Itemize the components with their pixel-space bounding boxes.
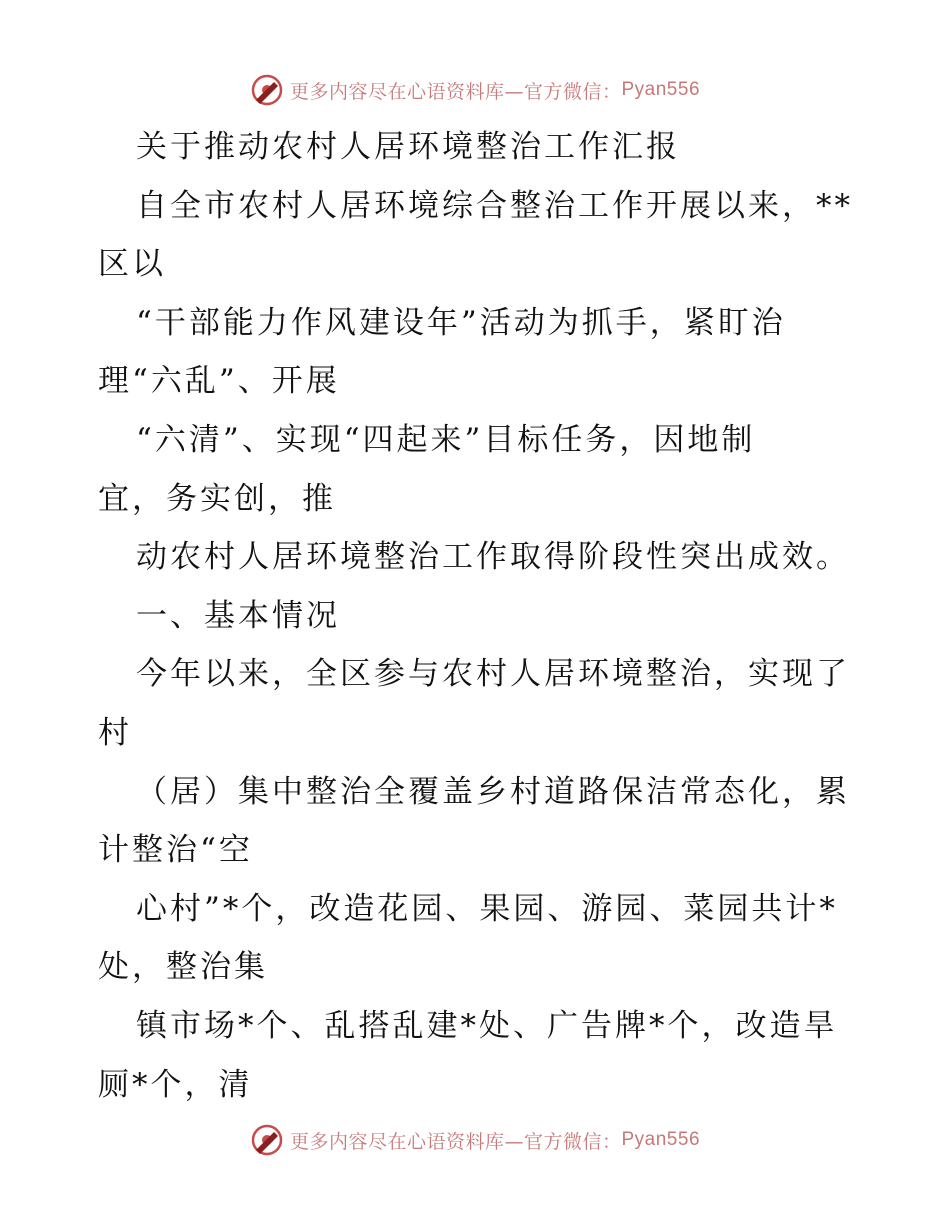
text-line: 处，整治集 — [98, 949, 268, 986]
text-line: 村 — [98, 714, 132, 751]
text-line: 理“六乱”、开展 — [98, 363, 340, 400]
pen-logo-icon — [250, 73, 284, 107]
text-line: （居）集中整治全覆盖乡村道路保洁常态化，累 — [136, 773, 850, 810]
text-line: 镇市场*个、乱搭乱建*处、广告牌*个，改造旱 — [136, 1007, 838, 1044]
text-line: “干部能力作风建设年”活动为抓手，紧盯治 — [136, 304, 786, 341]
watermark-text: 更多内容尽在心语资料库—官方微信： — [289, 1130, 622, 1153]
text-line: 自全市农村人居环境综合整治工作开展以来，** — [136, 187, 853, 224]
text-line: 今年以来，全区参与农村人居环境整治，实现了 — [136, 656, 850, 693]
text-line: 一、基本情况 — [136, 597, 340, 634]
document-body — [98, 118, 858, 1114]
watermark-footer — [0, 1120, 950, 1160]
pen-logo-icon — [250, 1123, 284, 1157]
text-line: 心村”*个，改造花园、果园、游园、菜园共计* — [136, 890, 838, 927]
watermark-text: 更多内容尽在心语资料库—官方微信： — [289, 80, 622, 103]
text-line: 宜，务实创，推 — [98, 480, 336, 517]
watermark-header — [0, 70, 950, 110]
text-line: 动农村人居环境整治工作取得阶段性突出成效。 — [136, 539, 850, 576]
text-line: 厕*个，清 — [98, 1066, 253, 1103]
watermark-id: Pyan556 — [621, 79, 701, 100]
text-line: 计整治“空 — [98, 832, 253, 869]
text-line: 关于推动农村人居环境整治工作汇报 — [136, 129, 680, 165]
text-line: 区以 — [98, 246, 166, 283]
watermark-id: Pyan556 — [621, 1129, 701, 1150]
text-line: “六清”、实现“四起来”目标任务，因地制 — [136, 421, 756, 458]
